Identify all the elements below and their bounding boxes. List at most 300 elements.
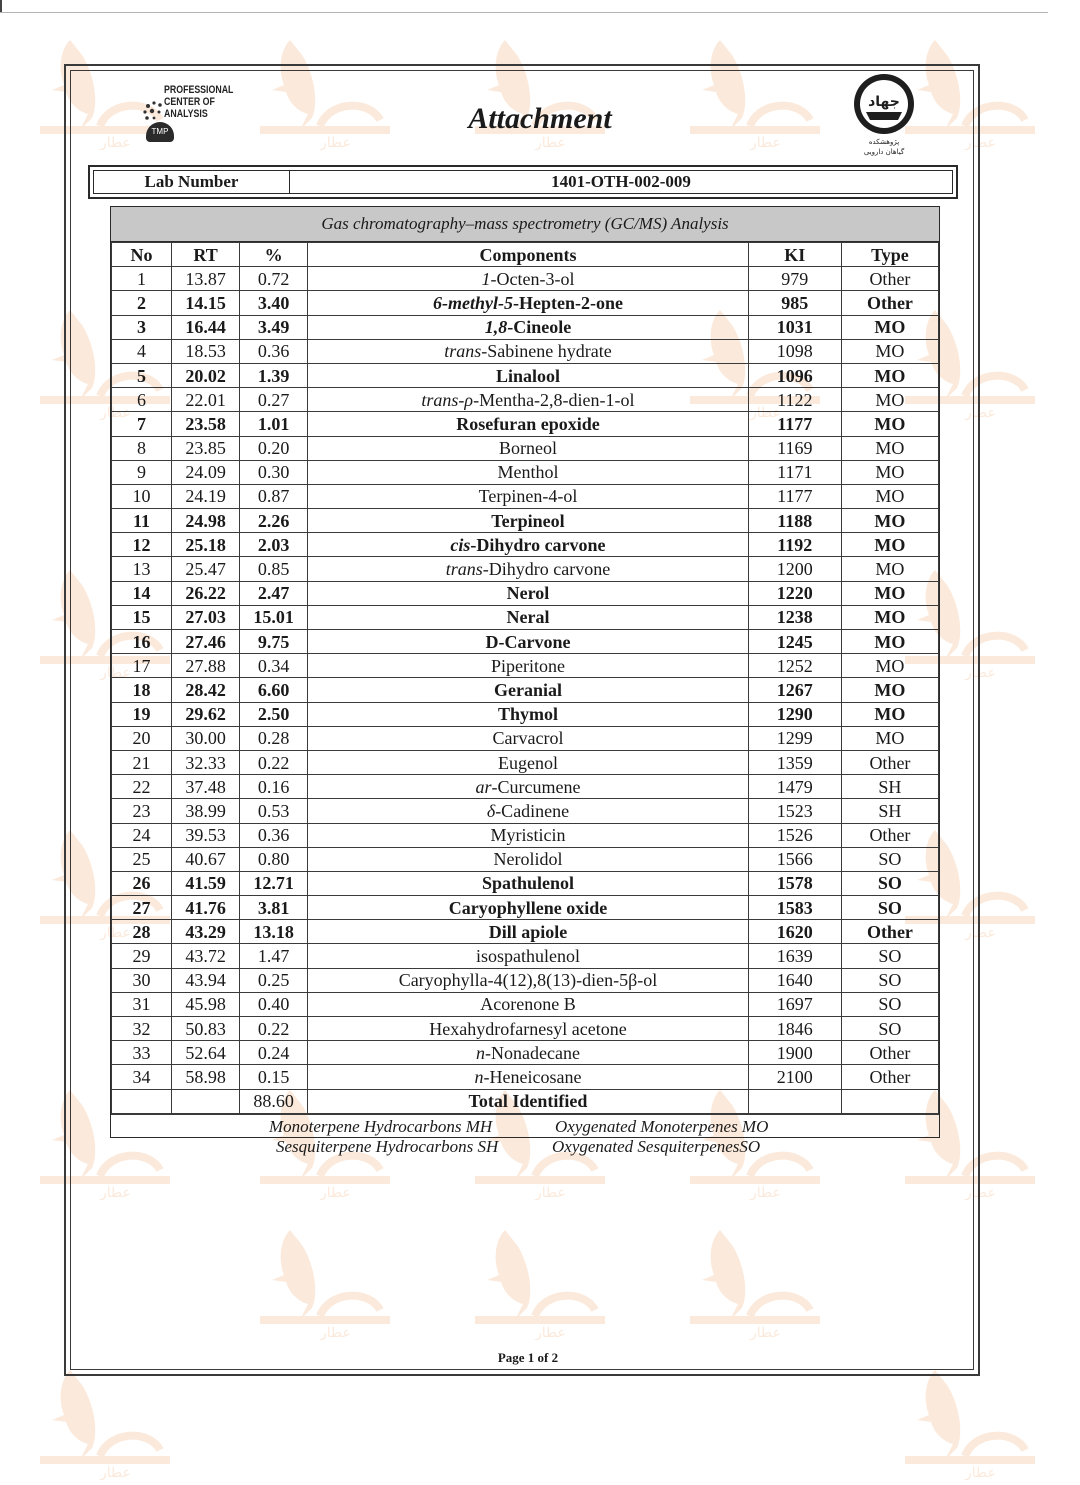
row-type: SO bbox=[841, 847, 938, 871]
row-no: 25 bbox=[112, 847, 172, 871]
row-no: 4 bbox=[112, 339, 172, 363]
row-type: SO bbox=[841, 968, 938, 992]
table-row bbox=[112, 992, 939, 1016]
row-percent: 2.47 bbox=[240, 581, 308, 605]
row-type: MO bbox=[841, 339, 938, 363]
row-type: Other bbox=[841, 823, 938, 847]
component-prefix: ar bbox=[475, 776, 492, 797]
table-row bbox=[112, 968, 939, 992]
row-no: 15 bbox=[112, 605, 172, 629]
svg-text:عطار: عطار bbox=[100, 1185, 131, 1200]
row-rt: 26.22 bbox=[172, 581, 240, 605]
row-type: Other bbox=[841, 920, 938, 944]
row-rt: 23.85 bbox=[172, 436, 240, 460]
row-rt: 28.42 bbox=[172, 678, 240, 702]
row-no: 13 bbox=[112, 557, 172, 581]
svg-text:جهاد: جهاد bbox=[868, 94, 900, 110]
row-ki: 1566 bbox=[748, 847, 841, 871]
row-no: 30 bbox=[112, 968, 172, 992]
lab-number-label: Lab Number bbox=[94, 171, 290, 193]
row-component: Menthol bbox=[308, 460, 749, 484]
row-rt: 39.53 bbox=[172, 823, 240, 847]
row-percent: 0.80 bbox=[240, 847, 308, 871]
row-no: 10 bbox=[112, 484, 172, 508]
table-row bbox=[112, 847, 939, 871]
table-row bbox=[112, 750, 939, 774]
legend-mo: Oxygenated Monoterpenes MO bbox=[555, 1116, 769, 1136]
row-type: SH bbox=[841, 799, 938, 823]
row-no: 33 bbox=[112, 1041, 172, 1065]
row-component: Rosefuran epoxide bbox=[308, 412, 749, 436]
row-percent: 3.49 bbox=[240, 315, 308, 339]
row-ki: 1359 bbox=[748, 750, 841, 774]
row-ki: 1188 bbox=[748, 509, 841, 533]
table-row bbox=[112, 605, 939, 629]
row-percent: 0.87 bbox=[240, 484, 308, 508]
row-no: 21 bbox=[112, 750, 172, 774]
row-type: SO bbox=[841, 992, 938, 1016]
row-rt: 40.67 bbox=[172, 847, 240, 871]
table-row bbox=[112, 291, 939, 315]
legend-mh: Monoterpene Hydrocarbons MH bbox=[269, 1116, 493, 1136]
table-row bbox=[112, 654, 939, 678]
row-type: Other bbox=[841, 1041, 938, 1065]
row-component: Borneol bbox=[308, 436, 749, 460]
row-type: MO bbox=[841, 726, 938, 750]
row-percent: 1.39 bbox=[240, 363, 308, 387]
row-type: SO bbox=[841, 871, 938, 895]
row-percent: 0.25 bbox=[240, 968, 308, 992]
row-type: MO bbox=[841, 581, 938, 605]
row-rt: 43.72 bbox=[172, 944, 240, 968]
table-row bbox=[112, 823, 939, 847]
page-number: Page 1 of 2 bbox=[497, 1350, 559, 1365]
svg-text:عطار: عطار bbox=[965, 925, 996, 940]
row-component: 1-Octen-3-ol bbox=[308, 267, 749, 291]
row-type: MO bbox=[841, 630, 938, 654]
row-percent: 0.36 bbox=[240, 823, 308, 847]
svg-text:عطار: عطار bbox=[965, 135, 996, 150]
row-rt: 41.59 bbox=[172, 871, 240, 895]
row-no: 8 bbox=[112, 436, 172, 460]
row-type: SO bbox=[841, 896, 938, 920]
header-type: Type bbox=[841, 243, 938, 267]
row-rt: 27.46 bbox=[172, 630, 240, 654]
row-ki: 2100 bbox=[748, 1065, 841, 1089]
table-row bbox=[112, 460, 939, 484]
row-rt: 25.18 bbox=[172, 533, 240, 557]
row-rt: 16.44 bbox=[172, 315, 240, 339]
scan-edge-mark bbox=[0, 0, 2, 12]
component-prefix: cis bbox=[450, 534, 471, 555]
row-type: MO bbox=[841, 557, 938, 581]
row-no: 31 bbox=[112, 992, 172, 1016]
row-ki: 1526 bbox=[748, 823, 841, 847]
row-component: ar-Curcumene bbox=[308, 775, 749, 799]
row-rt: 50.83 bbox=[172, 1017, 240, 1041]
row-type: MO bbox=[841, 315, 938, 339]
row-type: SH bbox=[841, 775, 938, 799]
row-type: Other bbox=[841, 1065, 938, 1089]
svg-text:عطار: عطار bbox=[965, 1465, 996, 1480]
bird-logo-icon bbox=[30, 1360, 180, 1480]
row-component: Linalool bbox=[308, 363, 749, 387]
row-percent: 15.01 bbox=[240, 605, 308, 629]
logo-text: PROFESSIONAL CENTER OF ANALYSIS bbox=[164, 84, 234, 120]
table-row bbox=[112, 484, 939, 508]
table-row bbox=[112, 944, 939, 968]
row-component: Nerolidol bbox=[308, 847, 749, 871]
table-row bbox=[112, 1065, 939, 1089]
svg-text:عطار: عطار bbox=[965, 405, 996, 420]
scan-edge-line bbox=[0, 12, 1048, 13]
row-type: MO bbox=[841, 678, 938, 702]
seal-caption-1: پژوهشکده bbox=[868, 138, 900, 146]
header-components: Components bbox=[308, 243, 749, 267]
table-row bbox=[112, 436, 939, 460]
row-no: 3 bbox=[112, 315, 172, 339]
row-component: Geranial bbox=[308, 678, 749, 702]
row-ki: 1177 bbox=[748, 412, 841, 436]
row-component: Carvacrol bbox=[308, 726, 749, 750]
row-no: 34 bbox=[112, 1065, 172, 1089]
row-rt: 23.58 bbox=[172, 412, 240, 436]
row-no: 1 bbox=[112, 267, 172, 291]
row-percent: 0.40 bbox=[240, 992, 308, 1016]
row-ki: 1640 bbox=[748, 968, 841, 992]
row-type: Other bbox=[841, 291, 938, 315]
row-ki: 1900 bbox=[748, 1041, 841, 1065]
table-header-row bbox=[112, 243, 939, 267]
total-percent: 88.60 bbox=[240, 1089, 308, 1113]
row-no: 11 bbox=[112, 509, 172, 533]
row-rt: 41.76 bbox=[172, 896, 240, 920]
row-ki: 1122 bbox=[748, 388, 841, 412]
row-percent: 0.16 bbox=[240, 775, 308, 799]
table-section-title: Gas chromatography–mass spectrometry (GC/MS) Analysis bbox=[111, 207, 939, 242]
component-prefix: n bbox=[474, 1066, 484, 1087]
row-component: Hexahydrofarnesyl acetone bbox=[308, 1017, 749, 1041]
svg-text:عطار: عطار bbox=[100, 925, 131, 940]
row-component: Terpinen-4-ol bbox=[308, 484, 749, 508]
row-ki: 1098 bbox=[748, 339, 841, 363]
row-component: Nerol bbox=[308, 581, 749, 605]
type-legend bbox=[111, 1114, 939, 1157]
table-row bbox=[112, 581, 939, 605]
row-rt: 22.01 bbox=[172, 388, 240, 412]
table-row bbox=[112, 775, 939, 799]
header-no: No bbox=[112, 243, 172, 267]
row-type: SO bbox=[841, 944, 938, 968]
row-component: n-Nonadecane bbox=[308, 1041, 749, 1065]
row-no: 18 bbox=[112, 678, 172, 702]
row-component: trans-ρ-Mentha-2,8-dien-1-ol bbox=[308, 388, 749, 412]
svg-text:عطار: عطار bbox=[535, 1325, 566, 1340]
row-ki: 1267 bbox=[748, 678, 841, 702]
svg-text:عطار: عطار bbox=[535, 135, 566, 150]
row-no: 27 bbox=[112, 896, 172, 920]
row-rt: 52.64 bbox=[172, 1041, 240, 1065]
row-type: MO bbox=[841, 363, 938, 387]
row-ki: 1479 bbox=[748, 775, 841, 799]
row-rt: 45.98 bbox=[172, 992, 240, 1016]
page-title: Attachment bbox=[468, 102, 612, 135]
row-ki: 1290 bbox=[748, 702, 841, 726]
row-percent: 0.15 bbox=[240, 1065, 308, 1089]
row-rt: 24.98 bbox=[172, 509, 240, 533]
row-rt: 27.03 bbox=[172, 605, 240, 629]
row-component: Acorenone B bbox=[308, 992, 749, 1016]
total-label: Total Identified bbox=[308, 1089, 749, 1113]
row-component: cis-Dihydro carvone bbox=[308, 533, 749, 557]
row-ki: 1846 bbox=[748, 1017, 841, 1041]
row-ki: 979 bbox=[748, 267, 841, 291]
row-component: Spathulenol bbox=[308, 871, 749, 895]
table-row bbox=[112, 412, 939, 436]
svg-text:عطار: عطار bbox=[535, 1185, 566, 1200]
row-rt: 37.48 bbox=[172, 775, 240, 799]
row-percent: 1.01 bbox=[240, 412, 308, 436]
row-percent: 3.81 bbox=[240, 896, 308, 920]
row-component: Dill apiole bbox=[308, 920, 749, 944]
svg-text:عطار: عطار bbox=[965, 1185, 996, 1200]
row-ki: 1096 bbox=[748, 363, 841, 387]
row-rt: 58.98 bbox=[172, 1065, 240, 1089]
row-component: δ-Cadinene bbox=[308, 799, 749, 823]
row-component: Eugenol bbox=[308, 750, 749, 774]
row-rt: 25.47 bbox=[172, 557, 240, 581]
row-no: 12 bbox=[112, 533, 172, 557]
svg-text:عطار: عطار bbox=[320, 1325, 351, 1340]
legend-so: Oxygenated SesquiterpenesSO bbox=[552, 1136, 761, 1156]
row-component: isospathulenol bbox=[308, 944, 749, 968]
component-prefix: δ bbox=[486, 800, 496, 821]
row-no: 2 bbox=[112, 291, 172, 315]
row-ki: 985 bbox=[748, 291, 841, 315]
row-ki: 1238 bbox=[748, 605, 841, 629]
row-rt: 32.33 bbox=[172, 750, 240, 774]
row-rt: 43.94 bbox=[172, 968, 240, 992]
row-ki: 1639 bbox=[748, 944, 841, 968]
row-percent: 12.71 bbox=[240, 871, 308, 895]
row-ki: 1299 bbox=[748, 726, 841, 750]
row-percent: 0.22 bbox=[240, 1017, 308, 1041]
row-ki: 1177 bbox=[748, 484, 841, 508]
row-ki: 1171 bbox=[748, 460, 841, 484]
row-no: 16 bbox=[112, 630, 172, 654]
table-row bbox=[112, 533, 939, 557]
table-row bbox=[112, 920, 939, 944]
row-rt: 20.02 bbox=[172, 363, 240, 387]
row-component: Thymol bbox=[308, 702, 749, 726]
row-no: 19 bbox=[112, 702, 172, 726]
row-ki: 1523 bbox=[748, 799, 841, 823]
table-row bbox=[112, 678, 939, 702]
row-no: 7 bbox=[112, 412, 172, 436]
row-percent: 0.30 bbox=[240, 460, 308, 484]
row-percent: 0.27 bbox=[240, 388, 308, 412]
bird-logo-icon bbox=[895, 1360, 1045, 1480]
table-row bbox=[112, 871, 939, 895]
table-row bbox=[112, 799, 939, 823]
row-rt: 43.29 bbox=[172, 920, 240, 944]
row-component: D-Carvone bbox=[308, 630, 749, 654]
table-row bbox=[112, 702, 939, 726]
row-rt: 38.99 bbox=[172, 799, 240, 823]
row-no: 22 bbox=[112, 775, 172, 799]
row-no: 20 bbox=[112, 726, 172, 750]
svg-text:عطار: عطار bbox=[100, 135, 131, 150]
row-percent: 2.26 bbox=[240, 509, 308, 533]
row-ki: 1192 bbox=[748, 533, 841, 557]
row-component: 1,8-Cineole bbox=[308, 315, 749, 339]
row-type: SO bbox=[841, 1017, 938, 1041]
lab-number-value: 1401-OTH-002-009 bbox=[551, 172, 691, 191]
row-percent: 2.03 bbox=[240, 533, 308, 557]
total-row bbox=[112, 1089, 939, 1113]
svg-text:عطار: عطار bbox=[750, 1185, 781, 1200]
header-percent: % bbox=[240, 243, 308, 267]
table-row bbox=[112, 363, 939, 387]
table-row bbox=[112, 388, 939, 412]
seal-caption-2: گیاهان دارویی bbox=[863, 148, 905, 156]
row-type: MO bbox=[841, 460, 938, 484]
row-percent: 0.53 bbox=[240, 799, 308, 823]
row-percent: 9.75 bbox=[240, 630, 308, 654]
svg-text:عطار: عطار bbox=[100, 1465, 131, 1480]
svg-text:عطار: عطار bbox=[750, 405, 781, 420]
row-component: Caryophyllene oxide bbox=[308, 896, 749, 920]
svg-text:عطار: عطار bbox=[320, 135, 351, 150]
table-row bbox=[112, 896, 939, 920]
row-type: MO bbox=[841, 654, 938, 678]
row-component: Terpineol bbox=[308, 509, 749, 533]
table-row bbox=[112, 557, 939, 581]
row-component: Myristicin bbox=[308, 823, 749, 847]
table-row bbox=[112, 509, 939, 533]
row-ki: 1200 bbox=[748, 557, 841, 581]
row-rt: 24.09 bbox=[172, 460, 240, 484]
row-no: 24 bbox=[112, 823, 172, 847]
lab-number-box bbox=[88, 165, 958, 199]
row-ki: 1169 bbox=[748, 436, 841, 460]
gcms-table bbox=[111, 242, 939, 1114]
row-rt: 13.87 bbox=[172, 267, 240, 291]
table-row bbox=[112, 339, 939, 363]
row-type: MO bbox=[841, 533, 938, 557]
table-row bbox=[112, 726, 939, 750]
legend-sh: Sesquiterpene Hydrocarbons SH bbox=[276, 1136, 499, 1156]
row-percent: 0.20 bbox=[240, 436, 308, 460]
row-component: Caryophylla-4(12),8(13)-dien-5β-ol bbox=[308, 968, 749, 992]
jahad-seal-logo bbox=[852, 72, 916, 162]
svg-text:عطار: عطار bbox=[965, 665, 996, 680]
row-type: Other bbox=[841, 750, 938, 774]
row-type: MO bbox=[841, 388, 938, 412]
header-ki: KI bbox=[748, 243, 841, 267]
component-prefix: 6-methyl-5 bbox=[433, 292, 513, 313]
row-rt: 29.62 bbox=[172, 702, 240, 726]
row-percent: 0.24 bbox=[240, 1041, 308, 1065]
row-ki: 1620 bbox=[748, 920, 841, 944]
row-type: MO bbox=[841, 436, 938, 460]
svg-text:عطار: عطار bbox=[100, 665, 131, 680]
component-prefix: trans bbox=[445, 559, 483, 580]
component-prefix: n bbox=[476, 1042, 485, 1063]
row-percent: 0.72 bbox=[240, 267, 308, 291]
row-component: Neral bbox=[308, 605, 749, 629]
component-prefix: 1 bbox=[481, 268, 491, 289]
row-ki: 1583 bbox=[748, 896, 841, 920]
row-rt: 24.19 bbox=[172, 484, 240, 508]
row-no: 29 bbox=[112, 944, 172, 968]
row-ki: 1697 bbox=[748, 992, 841, 1016]
row-no: 9 bbox=[112, 460, 172, 484]
row-ki: 1220 bbox=[748, 581, 841, 605]
row-type: MO bbox=[841, 484, 938, 508]
row-type: MO bbox=[841, 702, 938, 726]
header-rt: RT bbox=[172, 243, 240, 267]
row-percent: 0.36 bbox=[240, 339, 308, 363]
svg-text:عطار: عطار bbox=[320, 1185, 351, 1200]
row-ki: 1578 bbox=[748, 871, 841, 895]
row-no: 5 bbox=[112, 363, 172, 387]
row-component: trans-Dihydro carvone bbox=[308, 557, 749, 581]
row-component: 6-methyl-5-Hepten-2-one bbox=[308, 291, 749, 315]
row-rt: 27.88 bbox=[172, 654, 240, 678]
table-row bbox=[112, 1017, 939, 1041]
row-type: MO bbox=[841, 509, 938, 533]
row-no: 26 bbox=[112, 871, 172, 895]
svg-text:عطار: عطار bbox=[750, 1325, 781, 1340]
row-rt: 14.15 bbox=[172, 291, 240, 315]
table-row bbox=[112, 267, 939, 291]
component-prefix: trans bbox=[444, 341, 482, 362]
component-prefix: trans-ρ bbox=[421, 389, 474, 410]
table-row bbox=[112, 630, 939, 654]
table-row bbox=[112, 315, 939, 339]
row-component: n-Heneicosane bbox=[308, 1065, 749, 1089]
svg-text:عطار: عطار bbox=[750, 135, 781, 150]
component-prefix: 1,8 bbox=[484, 317, 508, 338]
row-percent: 1.47 bbox=[240, 944, 308, 968]
row-rt: 30.00 bbox=[172, 726, 240, 750]
row-ki: 1031 bbox=[748, 315, 841, 339]
seal-emblem-icon bbox=[852, 72, 916, 136]
row-no: 14 bbox=[112, 581, 172, 605]
row-percent: 6.60 bbox=[240, 678, 308, 702]
row-ki: 1252 bbox=[748, 654, 841, 678]
row-type: MO bbox=[841, 412, 938, 436]
row-component: Piperitone bbox=[308, 654, 749, 678]
svg-text:عطار: عطار bbox=[100, 405, 131, 420]
row-no: 23 bbox=[112, 799, 172, 823]
gcms-table-container bbox=[110, 206, 940, 1156]
row-no: 32 bbox=[112, 1017, 172, 1041]
row-no: 6 bbox=[112, 388, 172, 412]
row-no: 17 bbox=[112, 654, 172, 678]
row-ki: 1245 bbox=[748, 630, 841, 654]
row-component: trans-Sabinene hydrate bbox=[308, 339, 749, 363]
row-percent: 13.18 bbox=[240, 920, 308, 944]
row-type: MO bbox=[841, 605, 938, 629]
row-percent: 2.50 bbox=[240, 702, 308, 726]
row-type: Other bbox=[841, 267, 938, 291]
row-percent: 0.34 bbox=[240, 654, 308, 678]
row-percent: 0.28 bbox=[240, 726, 308, 750]
row-rt: 18.53 bbox=[172, 339, 240, 363]
logo-emblem: TMP bbox=[146, 122, 174, 142]
